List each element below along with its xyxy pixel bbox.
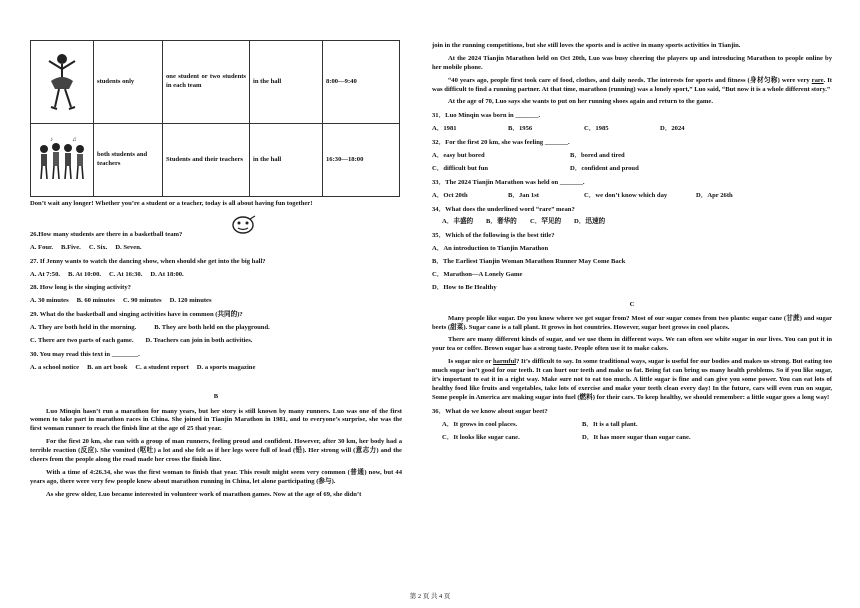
svg-text:♪: ♪ [50,137,53,143]
option[interactable]: A. They are both held in the morning. [30,324,137,332]
cell-place: in the hall [250,124,323,197]
option[interactable]: A. a school notice [30,363,80,371]
page-footer: 第 2 页 共 4 页 [409,593,451,600]
option[interactable]: D．迅速的 [574,218,606,226]
option[interactable]: B．Jan 1st [508,191,539,199]
option[interactable]: A．easy but bored [432,152,485,160]
question-29: 29. What do the basketball and singing activities have in common (共同的)? [30,311,243,319]
children-singing-icon [36,135,88,185]
table-row [31,124,400,197]
cell-who: students only [94,41,163,124]
underlined-word-rare: rare [811,76,824,84]
cartoon-face-icon [230,215,256,235]
option[interactable]: D．2024 [660,125,685,133]
intro-line: Don’t wait any longer! Whether you’re a student or a teacher, today is all about having fun together! [30,200,313,207]
option[interactable]: C．Marathon—A Lonely Game [432,271,523,279]
option[interactable]: A．1981 [432,125,457,133]
cell-time: 16:30—18:00 [323,124,400,197]
children-image-cell [31,124,94,197]
question-36-options-b [432,434,832,443]
option[interactable]: C. Six. [88,243,108,251]
question-33: 33．The 2024 Tianjin Marathon was held on _______. [432,178,585,186]
question-36-options-a [432,421,832,430]
option[interactable]: C. There are two parts of each game. [30,337,134,345]
passage-b-paragraph-7: At the age of 70, Luo says she wants to put on her running shoes again and return to the game. [448,98,713,106]
cell-time: 8:00—9:40 [323,41,400,124]
question-27: 27. If Jenny wants to watch the dancing show, when should she get into the big hall? [30,257,266,265]
question-29-options-a [30,324,402,333]
underlined-word-harmful: harmful [492,358,517,366]
question-31-options [432,125,832,134]
option[interactable]: C．It looks like sugar cane. [442,433,520,441]
option[interactable]: B．奢华的 [486,218,517,226]
question-30-options [30,364,402,373]
cell-group: Students and their teachers [163,124,250,197]
passage-c-paragraph-2: There are many different kinds of sugar, and we use them in different ways. We can often see white sugar in our lives. You can put it in your tea or coffee. Brown sugar has a strong taste. People often use it to make cakes. [432,336,832,353]
option[interactable]: A．Oct 20th [432,191,468,199]
option[interactable]: D. At 18:00. [150,270,184,278]
option[interactable]: A. Four. [30,243,54,251]
question-30: 30. You may read this text in ________. [30,350,140,358]
option[interactable]: B．bored and tired [570,152,625,160]
question-32-options-b [432,165,832,174]
option[interactable]: B．The Earliest Tianjin Woman Marathon Runner May Come Back [432,258,626,266]
question-33-options [432,192,832,201]
passage-b-paragraph-6: “40 years ago, people first took care of food, clothes, and daily needs. The interests for sports and fitness (身材匀称) were very rare. It was difficult to find a running partner. At that time, marathon (running) was a lonely sport,” Luo said, “But now it is a whole different story.” [432,76,833,93]
option[interactable]: C. 90 minutes [122,297,162,305]
question-32: 32．For the first 20 km, she was feeling _______. [432,139,570,147]
svg-text:♫: ♫ [72,137,77,143]
option[interactable]: D. Teachers can join in both activities. [145,337,253,345]
passage-b-paragraph-4: As she grew older, Luo became interested in volunteer work of marathon games. Now at the age of 69, she didn’t [46,490,362,498]
question-29-options-b [30,337,402,346]
option[interactable]: B. 60 minutes [76,297,115,305]
option[interactable]: D．It has more sugar than sugar cane. [582,433,691,441]
option[interactable]: B. They are both held on the playground. [154,324,270,332]
passage-b-paragraph-1: Luo Minqin hasn’t run a marathon for many years, but her story is still known by many runners. Luo was one of the first women to take part in marathon races in China. She joined in Tianjin Marathon in 1981, and to everyone’s surprise, she was the first woman runner to reach the finish line at the age of 25 that year. [30,407,402,433]
option[interactable]: C．we don’t know which day [584,191,668,199]
option[interactable]: B. an art book [87,363,128,371]
question-26-options [30,244,402,253]
cell-who: both students and teachers [94,124,163,197]
option[interactable]: D. a sports magazine [196,363,256,371]
question-34: 34．What does the underlined word “rare” mean? [432,205,575,213]
option[interactable]: A. At 7:50. [30,270,61,278]
dancer-icon [41,51,83,113]
question-26: 26.How many students are there in a basketball team? [30,230,183,238]
question-28: 28. How long is the singing activity? [30,284,131,292]
question-32-options-a [432,152,832,161]
option[interactable]: C．difficult but fun [432,164,489,172]
activity-table [30,40,400,197]
option[interactable]: B. At 10:00. [68,270,102,278]
question-35: 35．Which of the following is the best title? [432,232,555,240]
option[interactable]: D．Apr 26th [696,191,733,199]
option[interactable]: C. a student report [135,363,189,371]
cell-group: one student or two students in each team [163,41,250,124]
question-36: 36．What do we know about sugar beet? [432,407,548,415]
table-row [31,41,400,124]
passage-c-paragraph-3: Is sugar nice or harmful? It’s difficult to say. In some traditional ways, sugar is useful for our bodies and makes us strong. But eating too much sugar isn’t good for our teeth. It can hurt our teeth and make us fat. Being fat can bring us many health problems. So if you like sugar, it’s important to eat it in a right way. Make sure not to eat too much. A little sugar is fine and can give you some power. You can eat lots of healthy food like fruits and vegetables, take lots of exercise and make your teeth clean every day! In the future, cars will even run on sugar, Some people in America are making sugar into fuel (燃料) for their cars. To keep healthy, we should remember: a little sugar goes a long way! [432,358,832,401]
option[interactable]: D．How to Be Healthy [432,283,497,291]
option[interactable]: D. Seven. [115,243,142,251]
option[interactable]: C. At 16:30. [109,270,143,278]
question-34-options [432,218,832,227]
option[interactable]: D．confident and proud [570,164,639,172]
passage-b-paragraph-5: At the 2024 Tianjin Marathon held on Oct 20th, Luo was busy cheering the players up and introducing Marathon to people online by her mobile phone. [432,54,832,71]
option[interactable]: C．罕见的 [530,218,562,226]
question-27-options [30,271,402,280]
section-c-label: C [629,300,635,308]
passage-b-paragraph-2: For the first 20 km, she ran with a group of man runners, feeling proud and confident. However, after 30 km, her body had a terrible reaction (反应). She vomited (呕吐) a lot and she felt as if her legs were full of lead (铅). Her strong will (意志力) and the cheers from the people along the road made her cross the finish line. [30,438,402,464]
passage-b-paragraph-4-continued: join in the running competitions, but she still loves the sports and is active in many sports activities in Tianjin. [432,42,741,49]
passage-b-paragraph-3: With a time of 4:26.34, she was the first woman to finish that year. This result might seem very common (普通) now, but 44 years ago, there were very few people knew about marathon running in China, let alone participating (参与). [30,468,402,485]
option[interactable]: A．It grows in cool places. [442,420,518,428]
passage-c-paragraph-1: Many people like sugar. Do you know where we get sugar from? Most of our sugar comes from two plants: sugar cane (甘蔗) and sugar beets (甜菜). Sugar cane is a tall plant. It grows in hot countries. However, sugar beet grows in cool places. [432,314,832,331]
cell-place: in the hall [250,41,323,124]
option[interactable]: B．It is a tall plant. [582,420,638,428]
section-b-label: B [213,392,219,400]
right-column [432,42,832,442]
question-31: 31．Luo Minqin was born in _______. [432,112,541,120]
option[interactable]: A. 30 minutes [30,297,69,305]
option[interactable]: B.Five. [61,243,81,251]
question-28-options [30,297,402,306]
option[interactable]: D. 120 minutes [169,297,212,305]
option[interactable]: C．1985 [584,125,609,133]
option[interactable]: B．1956 [508,125,533,133]
dancer-image-cell [31,41,94,124]
option[interactable]: A．An introduction to Tianjin Marathon [432,245,549,253]
option[interactable]: A．丰盛的 [442,218,474,226]
